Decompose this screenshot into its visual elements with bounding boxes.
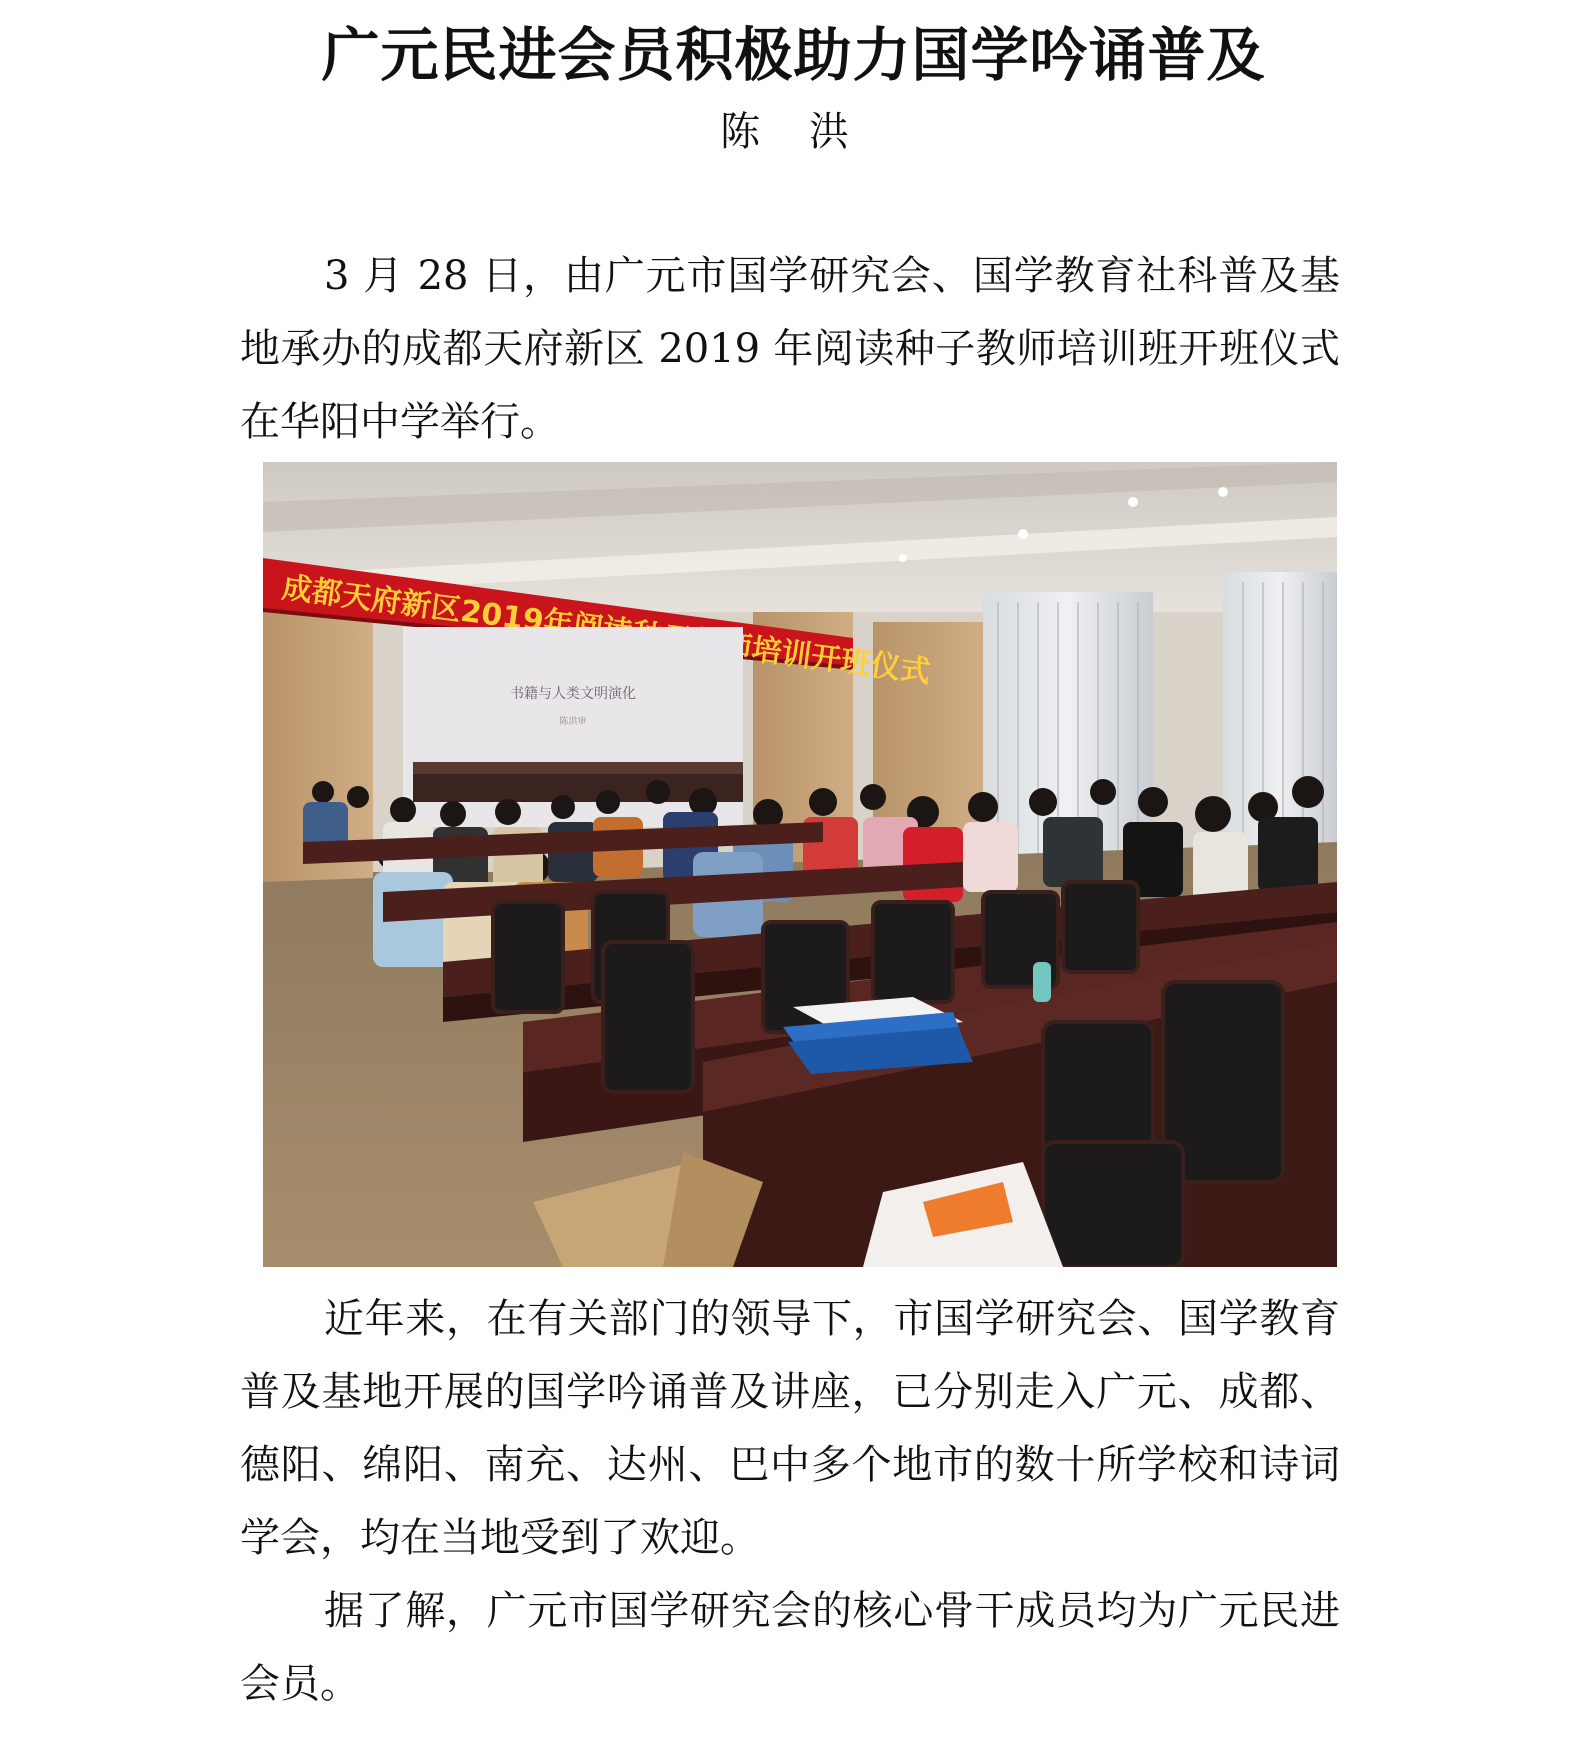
screen-subtitle: 陈洪审 <box>559 717 587 727</box>
screen-title: 书籍与人类文明演化 <box>510 686 636 702</box>
paragraph-background: 近年来，在有关部门的领导下，市国学研究会、国学教育普及基地开展的国学吟诵普及讲座，已分别走入广元、成都、德阳、绵阳、南充、达州、巴中多个地市的数十所学校和诗词学会，均在当地受到了欢迎。 <box>240 1296 1340 1561</box>
event-photo <box>263 462 1337 1267</box>
paragraph-intro: 3 月 28 日，由广元市国学研究会、国学教育社科普及基地承办的成都天府新区 2019 年阅读种子教师培训班开班仪式在华阳中学举行。 <box>240 253 1340 445</box>
wood-panel-left <box>263 612 373 912</box>
article-title: 广元民进会员积极助力国学吟诵普及 <box>321 21 1266 89</box>
article-author: 陈 洪 <box>720 109 867 155</box>
paragraph-members: 据了解，广元市国学研究会的核心骨干成员均为广元民进会员。 <box>240 1588 1340 1707</box>
